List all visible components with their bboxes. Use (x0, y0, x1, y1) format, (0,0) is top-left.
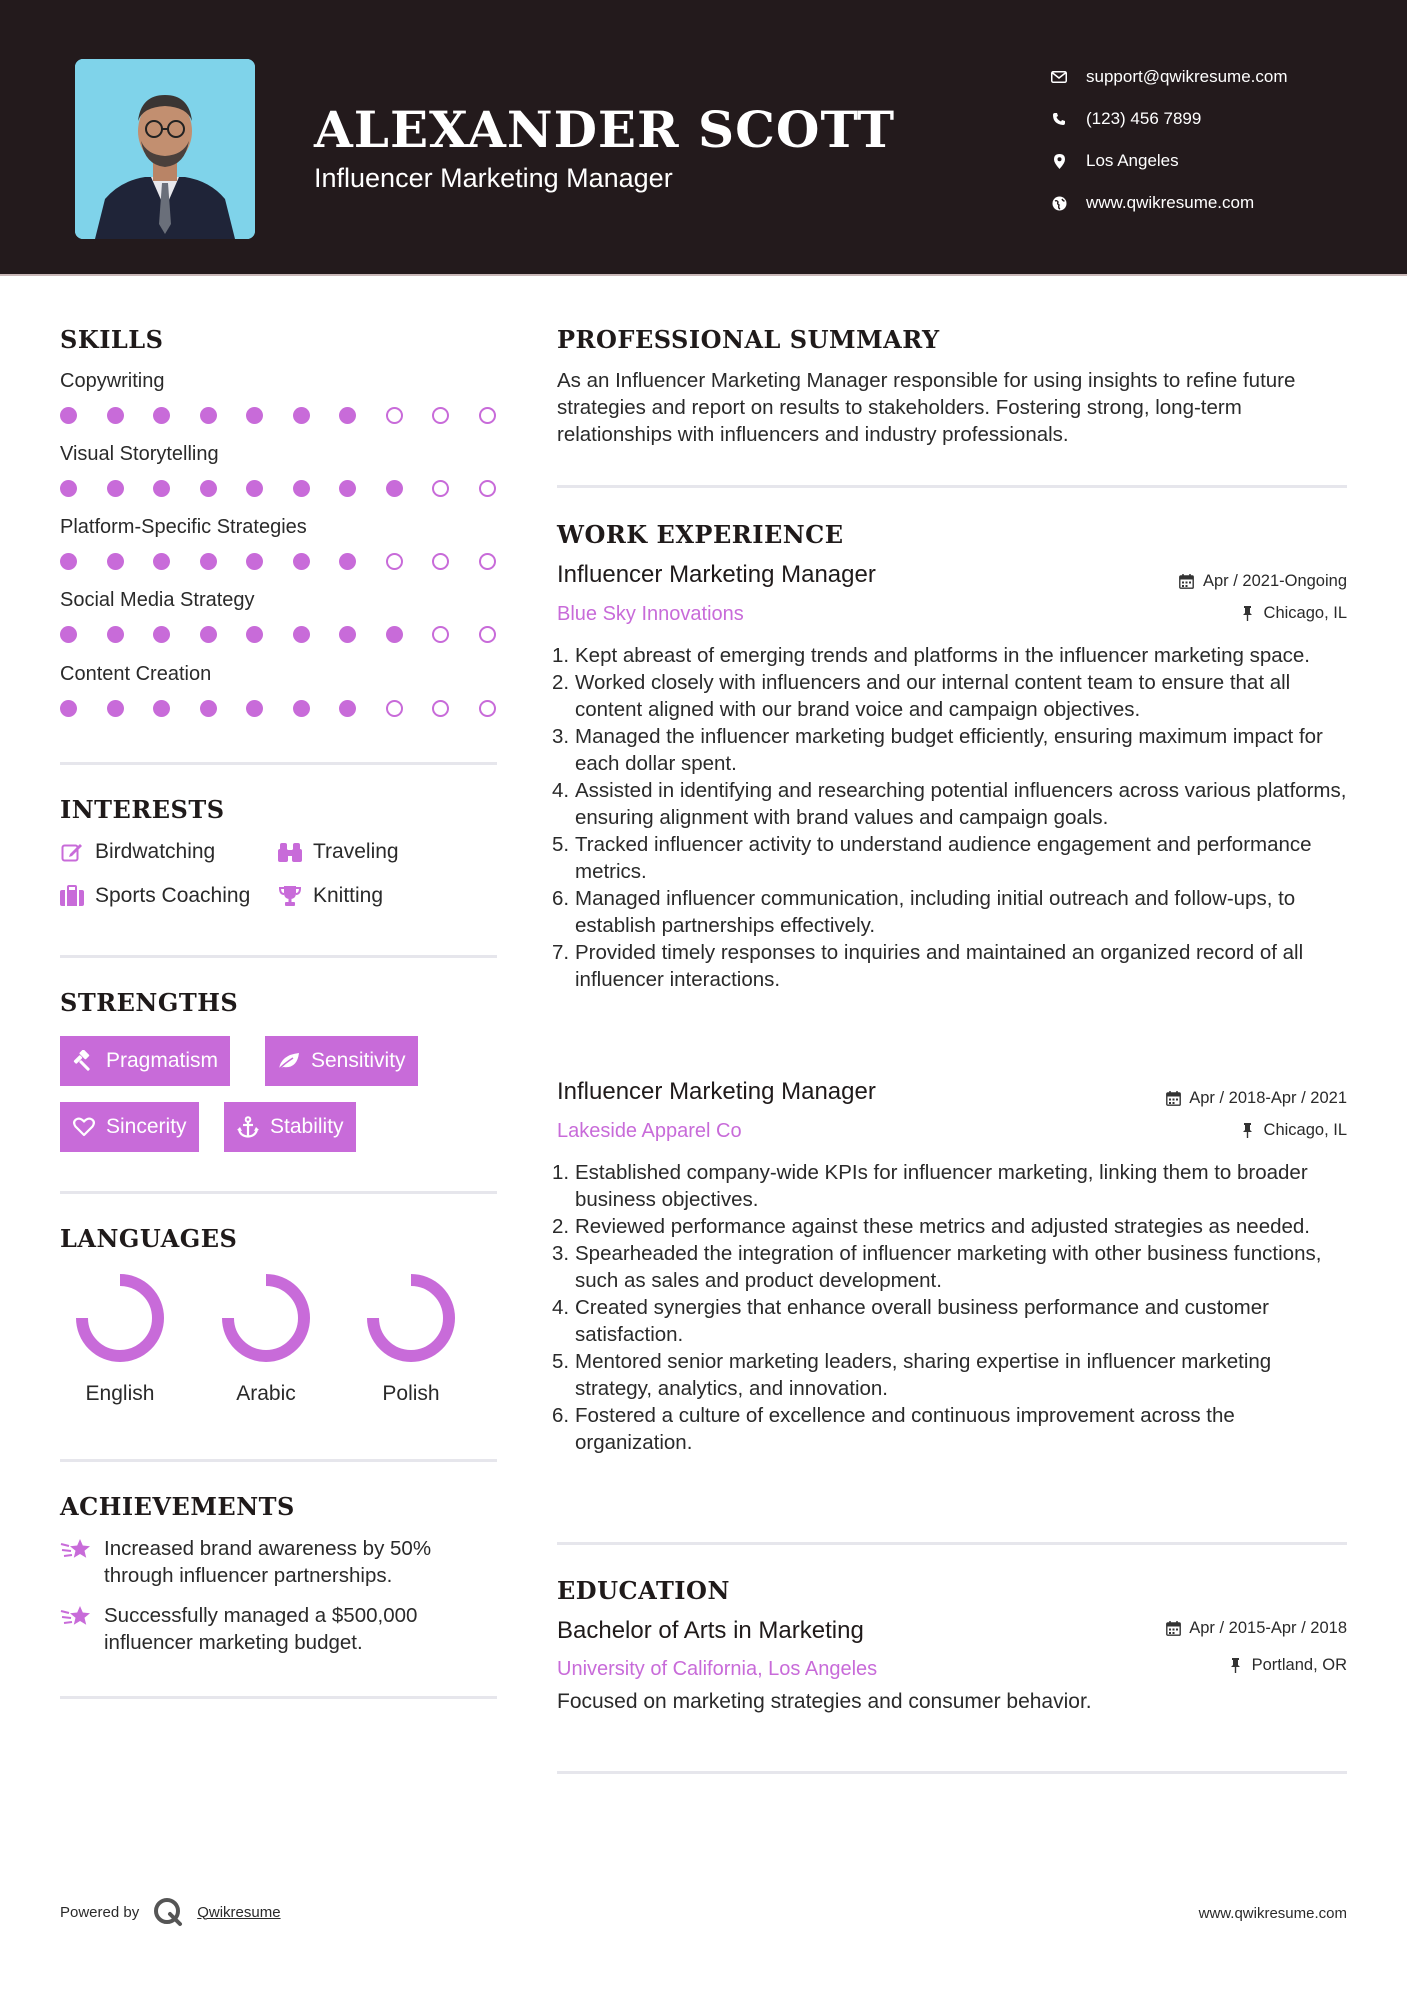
rating-dot-empty (432, 480, 449, 497)
rating-dot-filled (200, 700, 217, 717)
education-dates: Apr / 2015-Apr / 2018 (1165, 1619, 1347, 1638)
contact-website[interactable]: www.qwikresume.com (1050, 182, 1288, 224)
rating-dot-filled (293, 700, 310, 717)
achievements-title: ACHIEVEMENTS (60, 1492, 295, 1521)
skill-item: Platform-Specific Strategies (60, 516, 525, 570)
powered-by-label: Powered by (60, 1903, 140, 1921)
language-level-arc (373, 1280, 449, 1356)
rating-dot-filled (339, 700, 356, 717)
list-item: Worked closely with influencers and our internal content team to ensure that all content aligned with our brand voice and campaign objectives. (575, 671, 1291, 721)
interest-item: Knitting (278, 884, 383, 908)
language-level-ring (72, 1270, 168, 1366)
contact-location: Los Angeles (1050, 140, 1288, 182)
list-item: Mentored senior marketing leaders, sharing expertise in influencer marketing strategy, analytics, and innovation. (575, 1350, 1272, 1400)
anchor-icon (236, 1115, 260, 1139)
interests-title: INTERESTS (60, 795, 225, 824)
job-dates: Apr / 2021-Ongoing (1179, 572, 1347, 591)
list-item: Managed influencer communication, including initial outreach and follow-ups, to establish partnerships effectively. (575, 887, 1296, 937)
strengths-title: STRENGTHS (60, 988, 239, 1017)
qwikresume-link[interactable]: Qwikresume (197, 1903, 281, 1921)
edit-icon (60, 840, 84, 864)
skill-rating (60, 700, 525, 717)
footer-branding (60, 1897, 281, 1927)
strength-badge: Sensitivity (265, 1036, 418, 1086)
rating-dot-filled (293, 407, 310, 424)
rating-dot-empty (432, 553, 449, 570)
rating-dot-filled (153, 626, 170, 643)
qwikresume-logo-icon (153, 1897, 183, 1927)
skill-item: Content Creation (60, 663, 525, 717)
candidate-role: Influencer Marketing Manager (314, 163, 673, 193)
phone-icon (1050, 110, 1068, 128)
rating-dot-empty (479, 700, 496, 717)
rating-dot-filled (60, 480, 77, 497)
languages-title: LANGUAGES (60, 1224, 238, 1253)
language-item: English (60, 1270, 180, 1406)
degree-title: Bachelor of Arts in Marketing (557, 1617, 864, 1644)
company-name: Blue Sky Innovations (557, 603, 744, 625)
list-item: Created synergies that enhance overall business performance and customer satisfaction. (575, 1296, 1269, 1346)
language-item: Arabic (206, 1270, 326, 1406)
rating-dot-empty (386, 407, 403, 424)
rating-dot-filled (60, 626, 77, 643)
language-level-ring (218, 1270, 314, 1366)
list-item: Assisted in identifying and researching potential influencers across various platforms, ensuring alignment with brand values and campaign goals. (575, 779, 1347, 829)
language-item: Polish (351, 1270, 471, 1406)
rating-dot-filled (293, 626, 310, 643)
section-divider (60, 1191, 497, 1194)
rating-dot-empty (479, 626, 496, 643)
contact-list (1050, 56, 1288, 224)
rating-dot-filled (386, 626, 403, 643)
rating-dot-empty (479, 407, 496, 424)
rating-dot-filled (153, 407, 170, 424)
job-title: Influencer Marketing Manager (557, 561, 876, 588)
list-item: Tracked influencer activity to understand audience engagement and performance metrics. (575, 833, 1312, 883)
rating-dot-empty (432, 626, 449, 643)
list-item: Kept abreast of emerging trends and platforms in the influencer marketing space. (575, 644, 1310, 667)
language-level-arc (228, 1280, 304, 1356)
rating-dot-filled (107, 700, 124, 717)
work-title: WORK EXPERIENCE (557, 520, 844, 549)
rating-dot-filled (339, 407, 356, 424)
section-divider (60, 1459, 497, 1462)
summary-title: PROFESSIONAL SUMMARY (557, 325, 940, 354)
rating-dot-filled (339, 480, 356, 497)
education-location: Portland, OR (1228, 1656, 1347, 1675)
leaf-icon (277, 1049, 301, 1073)
rating-dot-filled (107, 553, 124, 570)
skill-item: Visual Storytelling (60, 443, 525, 497)
interest-item: Traveling (278, 840, 399, 864)
skill-item: Copywriting (60, 370, 525, 424)
pushpin-icon (1228, 1658, 1244, 1674)
job-dates: Apr / 2018-Apr / 2021 (1165, 1089, 1347, 1108)
globe-icon (1050, 194, 1068, 212)
contact-email[interactable]: support@qwikresume.com (1050, 56, 1288, 98)
section-divider (557, 485, 1347, 488)
rating-dot-filled (200, 480, 217, 497)
rating-dot-filled (153, 553, 170, 570)
rating-dot-filled (107, 480, 124, 497)
rating-dot-filled (60, 700, 77, 717)
job-duties (556, 1159, 1351, 1456)
strength-badge: Sincerity (60, 1102, 199, 1152)
list-item: Managed the influencer marketing budget efficiently, ensuring maximum impact for each dollar spent. (575, 725, 1323, 775)
gavel-icon (72, 1049, 96, 1073)
rating-dot-filled (246, 626, 263, 643)
skills-title: SKILLS (60, 325, 164, 354)
skill-rating (60, 626, 525, 643)
school-name: University of California, Los Angeles (557, 1658, 878, 1680)
rating-dot-empty (479, 480, 496, 497)
strength-badge: Pragmatism (60, 1036, 230, 1086)
company-name: Lakeside Apparel Co (557, 1120, 742, 1142)
strength-badge: Stability (224, 1102, 356, 1152)
rating-dot-filled (293, 480, 310, 497)
rating-dot-empty (432, 407, 449, 424)
rating-dot-filled (153, 480, 170, 497)
summary-text: As an Influencer Marketing Manager responsible for using insights to refine future strategies and report on results to stakeholders. Fostering strong, long-term relationships with influencers and industry professionals. (557, 369, 1296, 446)
rating-dot-filled (200, 407, 217, 424)
job-duties (556, 642, 1351, 993)
rating-dot-filled (60, 553, 77, 570)
candidate-name: ALEXANDER SCOTT (314, 100, 896, 159)
rating-dot-filled (200, 626, 217, 643)
interest-item: Birdwatching (60, 840, 215, 864)
profile-photo (75, 59, 255, 239)
rating-dot-filled (60, 407, 77, 424)
rating-dot-filled (246, 480, 263, 497)
list-item: Reviewed performance against these metrics and adjusted strategies as needed. (575, 1215, 1311, 1238)
rating-dot-filled (339, 553, 356, 570)
education-description: Focused on marketing strategies and consumer behavior. (557, 1690, 1092, 1713)
calendar-icon (1165, 1621, 1181, 1637)
list-item: Spearheaded the integration of influencer marketing with other business functions, such as sales and product development. (575, 1242, 1322, 1292)
calendar-icon (1165, 1091, 1181, 1107)
list-item: Fostered a culture of excellence and continuous improvement across the organization. (575, 1404, 1235, 1454)
binoculars-icon (278, 840, 302, 864)
rating-dot-filled (246, 407, 263, 424)
section-divider (60, 762, 497, 765)
rating-dot-filled (153, 700, 170, 717)
rating-dot-empty (386, 700, 403, 717)
heart-icon (72, 1115, 96, 1139)
language-level-ring (363, 1270, 459, 1366)
pushpin-icon (1240, 606, 1256, 622)
calendar-icon (1179, 574, 1195, 590)
language-level-arc (82, 1280, 158, 1356)
rating-dot-empty (432, 700, 449, 717)
skill-item: Social Media Strategy (60, 589, 525, 643)
rating-dot-empty (479, 553, 496, 570)
rating-dot-filled (339, 626, 356, 643)
section-divider (60, 1696, 497, 1699)
rating-dot-empty (386, 553, 403, 570)
trophy-icon (278, 884, 302, 908)
rating-dot-filled (293, 553, 310, 570)
footer-website-link[interactable]: www.qwikresume.com (1198, 1905, 1347, 1922)
envelope-icon (1050, 68, 1068, 86)
rating-dot-filled (246, 553, 263, 570)
skill-rating (60, 553, 525, 570)
skill-rating (60, 407, 525, 424)
achievement-item: Increased brand awareness by 50% through influencer partnerships. (60, 1535, 500, 1589)
shooting-star-icon (60, 1602, 94, 1632)
skill-rating (60, 480, 525, 497)
job-location: Chicago, IL (1240, 1121, 1347, 1140)
pushpin-icon (1240, 1123, 1256, 1139)
list-item: Provided timely responses to inquiries and maintained an organized record of all influencer interactions. (575, 941, 1304, 991)
rating-dot-filled (107, 626, 124, 643)
job-title: Influencer Marketing Manager (557, 1078, 876, 1105)
education-title: EDUCATION (557, 1576, 730, 1605)
contact-phone[interactable]: (123) 456 7899 (1050, 98, 1288, 140)
section-divider (60, 955, 497, 958)
achievement-item: Successfully managed a $500,000 influencer marketing budget. (60, 1602, 500, 1656)
shooting-star-icon (60, 1535, 94, 1565)
resume-header (0, 0, 1407, 276)
section-divider (557, 1542, 1347, 1545)
rating-dot-filled (246, 700, 263, 717)
rating-dot-filled (386, 480, 403, 497)
list-item: Established company-wide KPIs for influencer marketing, linking them to broader business objectives. (575, 1161, 1308, 1211)
briefcase-icon (60, 884, 84, 908)
map-pin-icon (1050, 152, 1068, 170)
rating-dot-filled (107, 407, 124, 424)
job-location: Chicago, IL (1240, 604, 1347, 623)
rating-dot-filled (200, 553, 217, 570)
interest-item: Sports Coaching (60, 884, 250, 908)
section-divider (557, 1771, 1347, 1774)
